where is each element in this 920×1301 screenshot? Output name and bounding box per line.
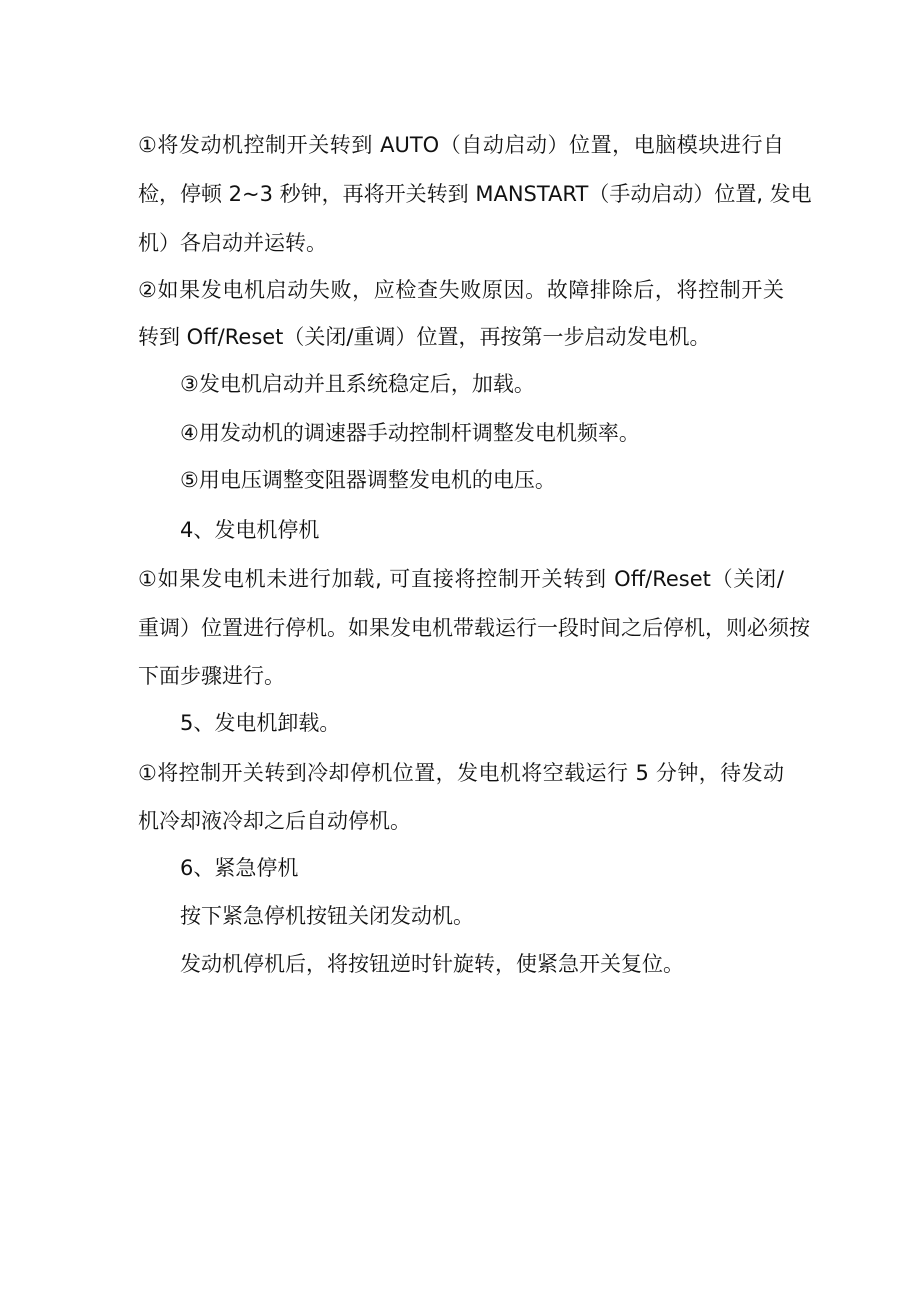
- para-1-line-3: 机）各启动并运转。: [138, 231, 327, 255]
- para-6-line-1: ①如果发电机未进行加载, 可直接将控制开关转到 Off/Reset（关闭/: [138, 567, 784, 591]
- heading-6: 6、紧急停机: [180, 856, 299, 880]
- para-4: ④用发动机的调速器手动控制杆调整发电机频率。: [180, 421, 640, 445]
- para-9: 发动机停机后，将按钮逆时针旋转，使紧急开关复位。: [180, 952, 684, 976]
- para-2-line-1: ②如果发电机启动失败，应检查失败原因。故障排除后，将控制开关: [138, 278, 784, 302]
- para-2-line-2: 转到 Off/Reset（关闭/重调）位置，再按第一步启动发电机。: [138, 325, 711, 349]
- para-1-line-1: ①将发动机控制开关转到 AUTO（自动启动）位置，电脑模块进行自: [138, 133, 784, 157]
- para-5: ⑤用电压调整变阻器调整发电机的电压。: [180, 468, 556, 492]
- para-3: ③发电机启动并且系统稳定后，加载。: [180, 372, 535, 396]
- para-6-line-2: 重调）位置进行停机。如果发电机带载运行一段时间之后停机，则必须按: [138, 616, 810, 640]
- para-1-line-2: 检，停顿 2~3 秒钟，再将开关转到 MANSTART（手动启动）位置, 发电: [138, 182, 812, 206]
- para-7-line-2: 机冷却液冷却之后自动停机。: [138, 809, 411, 833]
- para-7-line-1: ①将控制开关转到冷却停机位置，发电机将空载运行 5 分钟，待发动: [138, 761, 784, 785]
- heading-5: 5、发电机卸载。: [180, 711, 341, 735]
- para-6-line-3: 下面步骤进行。: [138, 664, 285, 688]
- heading-4: 4、发电机停机: [180, 518, 320, 542]
- para-8: 按下紧急停机按钮关闭发动机。: [180, 904, 474, 928]
